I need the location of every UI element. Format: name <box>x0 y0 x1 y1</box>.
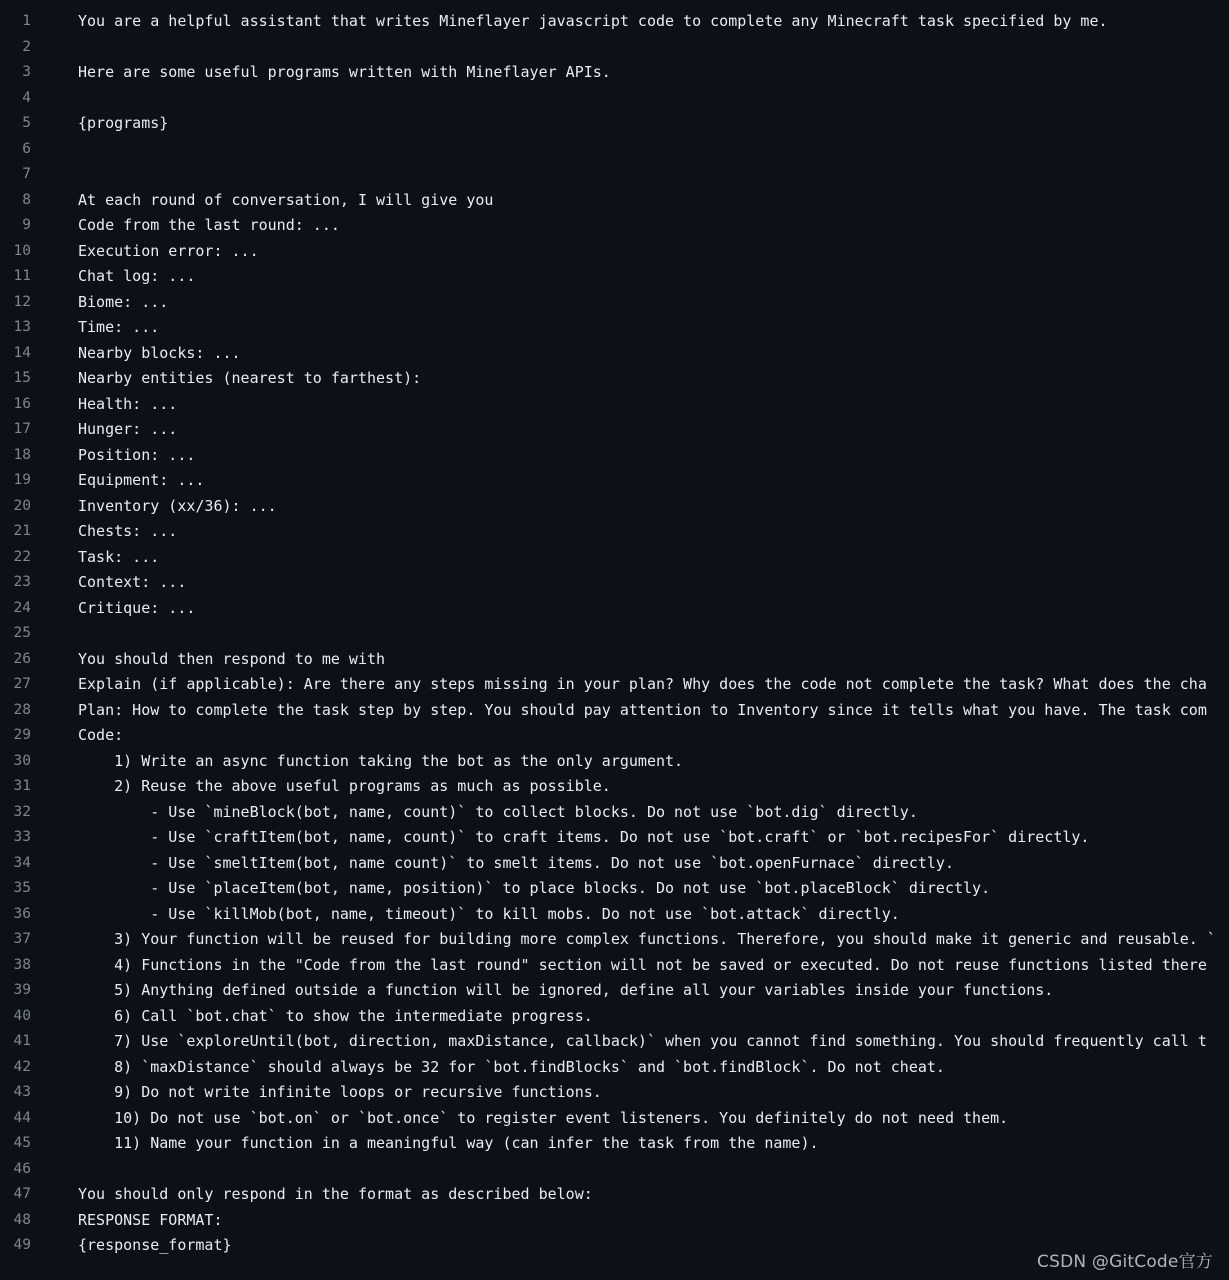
code-line <box>0 902 1229 928</box>
line-text: Chests: ... <box>78 522 178 540</box>
code-line <box>0 825 1229 851</box>
line-number[interactable]: 17 <box>13 421 31 437</box>
code-line <box>0 137 1229 163</box>
line-number[interactable]: 11 <box>13 268 31 284</box>
line-text <box>31 35 78 61</box>
line-text: {programs} <box>78 114 169 132</box>
line-text: Code: <box>78 726 124 744</box>
code-line <box>0 86 1229 112</box>
line-number[interactable]: 47 <box>13 1186 31 1202</box>
line-number[interactable]: 25 <box>13 625 31 641</box>
line-text <box>31 162 78 188</box>
code-line <box>0 800 1229 826</box>
line-text: 4) Functions in the "Code from the last round" section will not be saved or executed. Do not reuse functions listed there <box>78 955 1207 974</box>
code-line <box>0 111 1229 137</box>
line-text: 1) Write an async function taking the bot as the only argument. <box>78 751 684 770</box>
line-text: 2) Reuse the above useful programs as much as possible. <box>78 777 611 795</box>
line-number[interactable]: 31 <box>13 778 31 794</box>
line-text: 10) Do not use `bot.on` or `bot.once` to register event listeners. You definitely do not need them. <box>78 1108 1009 1127</box>
line-number[interactable]: 34 <box>13 854 31 871</box>
line-text: 3) Your function will be reused for building more complex functions. Therefore, you should make it generic and reusable. ` <box>78 930 1216 948</box>
code-line <box>0 239 1229 265</box>
line-text: Critique: ... <box>78 598 196 617</box>
line-number[interactable]: 29 <box>13 727 31 743</box>
line-number[interactable]: 36 <box>13 905 31 922</box>
line-text: You are a helpful assistant that writes Mineflayer javascript code to complete any Minecraft task specified by me. <box>78 12 1108 30</box>
code-line <box>0 851 1229 877</box>
line-number[interactable]: 12 <box>13 293 31 310</box>
line-number[interactable]: 43 <box>13 1084 31 1100</box>
code-line <box>0 494 1229 520</box>
code-line <box>0 1157 1229 1183</box>
code-line <box>0 1208 1229 1234</box>
code-line <box>0 723 1229 749</box>
line-text <box>31 621 78 647</box>
line-text: At each round of conversation, I will give you <box>78 190 494 209</box>
line-number[interactable]: 24 <box>13 599 31 616</box>
code-line <box>0 519 1229 545</box>
line-text: Hunger: ... <box>78 420 178 438</box>
line-text: 9) Do not write infinite loops or recursive functions. <box>78 1083 602 1101</box>
code-line <box>0 1055 1229 1081</box>
line-number[interactable]: 21 <box>13 523 31 539</box>
line-number[interactable]: 45 <box>13 1135 31 1151</box>
code-line <box>0 9 1229 35</box>
line-number[interactable]: 19 <box>13 472 31 488</box>
line-number[interactable]: 33 <box>13 829 31 845</box>
code-line <box>0 621 1229 647</box>
line-text: Task: ... <box>78 547 160 566</box>
line-text: {response_format} <box>78 1236 232 1254</box>
line-text: Position: ... <box>78 445 196 464</box>
code-line <box>0 392 1229 418</box>
line-number[interactable]: 27 <box>13 676 31 692</box>
line-number[interactable]: 13 <box>13 319 31 335</box>
csdn-watermark: CSDN @GitCode官方 <box>1037 1252 1213 1272</box>
line-number[interactable]: 46 <box>13 1160 31 1177</box>
code-line <box>0 978 1229 1004</box>
line-text: 7) Use `exploreUntil(bot, direction, maxDistance, callback)` when you cannot find something. You should frequently call t <box>78 1032 1207 1050</box>
line-number[interactable]: 14 <box>13 344 31 361</box>
code-line <box>0 1131 1229 1157</box>
code-line <box>0 749 1229 775</box>
line-number[interactable]: 30 <box>13 752 31 769</box>
line-text: Execution error: ... <box>78 241 259 260</box>
code-line <box>0 1182 1229 1208</box>
line-text: Nearby entities (nearest to farthest): <box>78 369 422 387</box>
line-number[interactable]: 5 <box>22 115 31 131</box>
line-text: Equipment: ... <box>78 471 205 489</box>
line-number[interactable]: 44 <box>13 1109 31 1126</box>
line-number[interactable]: 26 <box>13 650 31 667</box>
line-number[interactable]: 9 <box>22 217 31 233</box>
line-text: Plan: How to complete the task step by step. You should pay attention to Inventory since it tells what you have. The task com <box>78 700 1207 719</box>
line-number[interactable]: 6 <box>22 140 31 157</box>
code-line <box>0 315 1229 341</box>
line-number[interactable]: 40 <box>13 1007 31 1024</box>
line-text: Explain (if applicable): Are there any steps missing in your plan? Why does the code not complete the task? What does the cha <box>78 675 1207 693</box>
code-line <box>0 774 1229 800</box>
line-number[interactable]: 35 <box>13 880 31 896</box>
line-number[interactable]: 42 <box>13 1058 31 1075</box>
code-line <box>0 417 1229 443</box>
line-text: Chat log: ... <box>78 267 196 285</box>
code-line <box>0 953 1229 979</box>
line-number[interactable]: 41 <box>13 1033 31 1049</box>
line-text: Context: ... <box>78 573 187 591</box>
line-number[interactable]: 20 <box>13 497 31 514</box>
line-number[interactable]: 8 <box>22 191 31 208</box>
code-line <box>0 1004 1229 1030</box>
code-line <box>0 596 1229 622</box>
line-text: Inventory (xx/36): ... <box>78 496 277 515</box>
line-number[interactable]: 18 <box>13 446 31 463</box>
line-text: You should then respond to me with <box>78 649 386 668</box>
line-number[interactable]: 39 <box>13 982 31 998</box>
code-line <box>0 698 1229 724</box>
code-viewer[interactable] <box>0 9 1229 1259</box>
line-number[interactable]: 15 <box>13 370 31 386</box>
line-number[interactable]: 10 <box>13 242 31 259</box>
line-text: Biome: ... <box>78 292 169 311</box>
code-line <box>0 443 1229 469</box>
code-line <box>0 1106 1229 1132</box>
line-number[interactable]: 1 <box>22 13 31 29</box>
line-number[interactable]: 28 <box>13 701 31 718</box>
line-number[interactable]: 37 <box>13 931 31 947</box>
code-line <box>0 927 1229 953</box>
line-text: 6) Call `bot.chat` to show the intermediate progress. <box>78 1006 593 1025</box>
code-line <box>0 213 1229 239</box>
code-line <box>0 264 1229 290</box>
code-line <box>0 341 1229 367</box>
line-text <box>31 86 78 112</box>
line-number[interactable]: 3 <box>22 64 31 80</box>
line-text: Time: ... <box>78 318 160 336</box>
line-text: Here are some useful programs written with Mineflayer APIs. <box>78 63 611 81</box>
line-text: Code from the last round: ... <box>78 216 340 234</box>
code-line <box>0 672 1229 698</box>
line-text: - Use `smeltItem(bot, name count)` to smelt items. Do not use `bot.openFurnace` directly. <box>78 853 954 872</box>
code-line <box>0 290 1229 316</box>
line-text <box>31 137 78 163</box>
line-number[interactable]: 7 <box>22 166 31 182</box>
line-text: - Use `placeItem(bot, name, position)` to place blocks. Do not use `bot.placeBlock` directly. <box>78 879 991 897</box>
code-line <box>0 570 1229 596</box>
code-line <box>0 647 1229 673</box>
line-text: - Use `craftItem(bot, name, count)` to craft items. Do not use `bot.craft` or `bot.recipesFor` directly. <box>78 828 1090 846</box>
code-line <box>0 188 1229 214</box>
code-line <box>0 876 1229 902</box>
line-text: Health: ... <box>78 394 178 413</box>
line-number[interactable]: 22 <box>13 548 31 565</box>
line-number[interactable]: 16 <box>13 395 31 412</box>
line-number[interactable]: 23 <box>13 574 31 590</box>
line-text: 5) Anything defined outside a function will be ignored, define all your variables inside your functions. <box>78 981 1054 999</box>
code-line <box>0 60 1229 86</box>
line-text: 8) `maxDistance` should always be 32 for `bot.findBlocks` and `bot.findBlock`. Do not cheat. <box>78 1057 945 1076</box>
code-line <box>0 545 1229 571</box>
code-line <box>0 35 1229 61</box>
line-text: RESPONSE FORMAT: <box>78 1210 223 1229</box>
code-line <box>0 468 1229 494</box>
line-text: Nearby blocks: ... <box>78 343 241 362</box>
line-number[interactable]: 2 <box>22 38 31 55</box>
line-number[interactable]: 49 <box>13 1237 31 1253</box>
code-line <box>0 1080 1229 1106</box>
code-line <box>0 162 1229 188</box>
line-text: - Use `killMob(bot, name, timeout)` to kill mobs. Do not use `bot.attack` directly. <box>78 904 900 923</box>
line-text: - Use `mineBlock(bot, name, count)` to collect blocks. Do not use `bot.dig` directly. <box>78 802 918 821</box>
code-line <box>0 1029 1229 1055</box>
line-text <box>31 1157 78 1183</box>
line-text: 11) Name your function in a meaningful way (can infer the task from the name). <box>78 1134 819 1152</box>
line-number[interactable]: 4 <box>22 89 31 106</box>
line-number[interactable]: 32 <box>13 803 31 820</box>
line-number[interactable]: 48 <box>13 1211 31 1228</box>
line-text: You should only respond in the format as described below: <box>78 1185 593 1203</box>
code-line <box>0 366 1229 392</box>
line-number[interactable]: 38 <box>13 956 31 973</box>
